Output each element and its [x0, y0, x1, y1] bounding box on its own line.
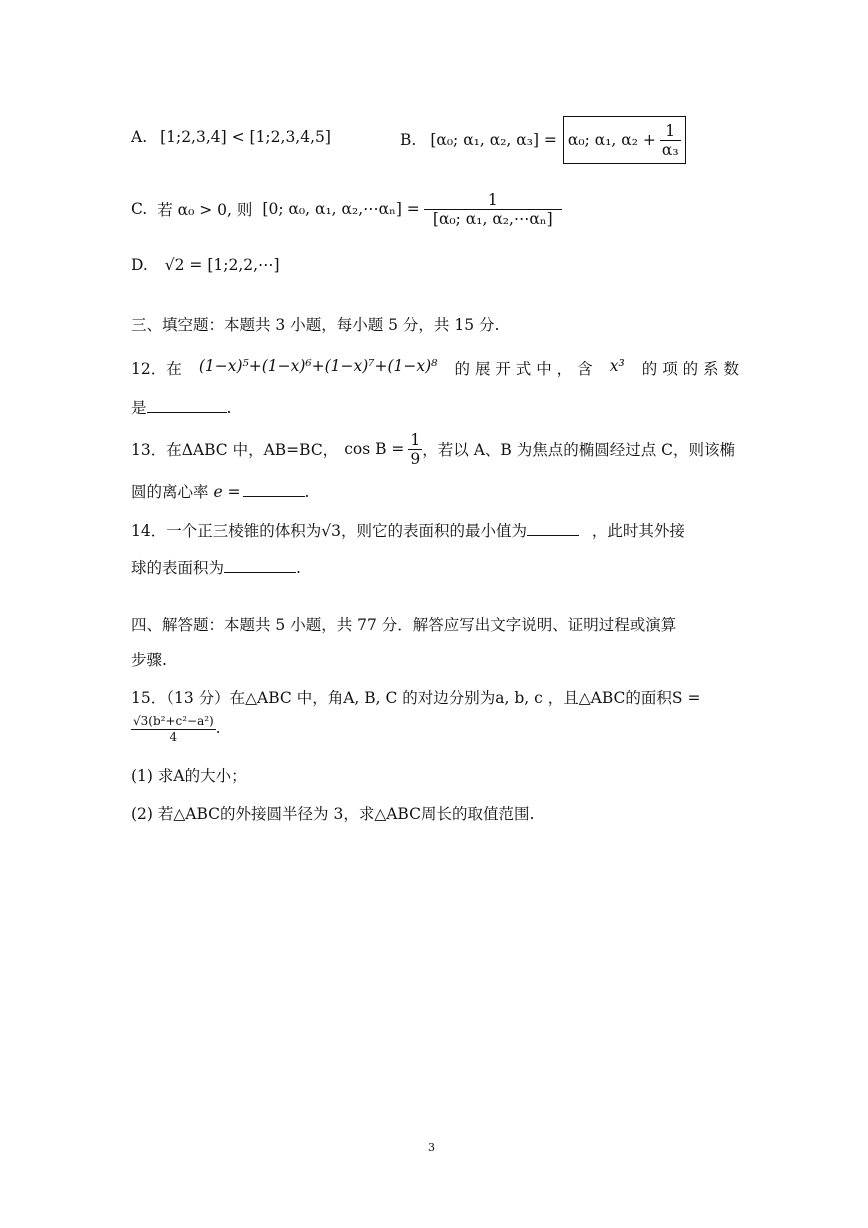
- section-3-heading: 三、填空题：本题共 3 小题，每小题 5 分，共 15 分.: [131, 316, 500, 334]
- option-b-frac-num: 1: [660, 122, 681, 141]
- question-15-area-fraction: [131, 714, 221, 745]
- q12-prefix: 12．在: [131, 360, 182, 378]
- option-d: [131, 256, 280, 274]
- q12-term: x³: [609, 357, 625, 375]
- q14-answer-blank-2[interactable]: [224, 558, 296, 573]
- question-14-line-1: [131, 519, 685, 541]
- option-b-lhs: [α₀; α₁, α₂, α₃] =: [430, 131, 557, 149]
- option-c-frac-num: 1: [424, 191, 562, 210]
- option-b-rhs-prefix: α₀; α₁, α₂ +: [567, 131, 656, 149]
- option-c-frac-den: [α₀; α₁, α₂,⋯αₙ]: [432, 209, 553, 228]
- option-b-bracket: [563, 116, 686, 164]
- option-c: [131, 186, 562, 232]
- q12-answer-blank[interactable]: [147, 398, 227, 413]
- q15-fraction: [131, 714, 216, 745]
- q14-part-b: ，此时其外接: [591, 522, 685, 540]
- question-15-line-1: 15．（13 分）在△ABC 中，角A, B, C 的对边分别为a, b, c ，且△ABC的面积S =: [131, 689, 701, 707]
- q14-answer-blank-1[interactable]: [527, 521, 579, 536]
- q13-cos: cos B =: [344, 440, 405, 458]
- q13-fraction: [408, 431, 422, 468]
- q13-frac-den: 9: [410, 449, 421, 468]
- q15-frac-den: 4: [169, 730, 178, 744]
- q12-end: 的 项 的 系 数: [641, 360, 739, 378]
- q14-line2: 球的表面积为: [131, 559, 225, 577]
- page-number: 3: [428, 1141, 435, 1154]
- q14-part-a: 14．一个正三棱锥的体积为√3，则它的表面积的最小值为: [131, 522, 527, 540]
- q12-line2-end: .: [226, 399, 232, 417]
- question-15-part-2: (2) 若△ABC的外接圆半径为 3，求△ABC周长的取值范围.: [131, 805, 535, 823]
- option-d-label: D.: [131, 256, 148, 274]
- option-a-label: A.: [131, 128, 148, 146]
- q14-line2-end: .: [296, 559, 301, 577]
- q13-answer-blank[interactable]: [243, 482, 305, 497]
- q13-part-a: 13．在ΔABC 中，AB=BC，: [131, 441, 339, 459]
- question-13-line-2: [131, 480, 309, 502]
- option-a-text: [1;2,3,4] < [1;2,3,4,5]: [160, 128, 331, 146]
- q15-frac-period: .: [215, 719, 221, 737]
- section-4-heading-line-1: 四、解答题：本题共 5 小题，共 77 分．解答应写出文字说明、证明过程或演算: [131, 616, 677, 634]
- option-b-frac-den: α₃: [661, 140, 679, 159]
- option-b: [400, 116, 686, 164]
- question-12-line-1: [131, 357, 739, 379]
- option-b-label: B.: [400, 131, 417, 149]
- q13-frac-num: 1: [410, 430, 421, 449]
- q13-part-b: ，若以 A、B 为焦点的椭圆经过点 C，则该椭: [422, 441, 735, 459]
- option-c-fraction: [424, 191, 562, 228]
- question-15-part-1: (1) 求A的大小；: [131, 767, 247, 785]
- q12-line2-prefix: 是: [131, 399, 147, 417]
- option-c-cond: 若 α₀ > 0, 则: [157, 201, 253, 219]
- option-c-lhs: [0; α₀, α₁, α₂,⋯αₙ] =: [262, 200, 420, 218]
- q12-expression: (1−x)⁵+(1−x)⁶+(1−x)⁷+(1−x)⁸: [198, 357, 438, 375]
- option-c-label: C.: [131, 200, 148, 218]
- q13-line2-end: .: [304, 483, 310, 501]
- q12-suffix: 的 展 开 式 中 ， 含: [454, 360, 593, 378]
- question-12-line-2: [131, 396, 231, 418]
- q13-line2: 圆的离心率: [131, 483, 209, 501]
- question-13-line-1: [131, 428, 735, 470]
- question-14-line-2: [131, 556, 301, 578]
- option-d-text: √2 = [1;2,2,⋯]: [164, 256, 280, 274]
- option-a: [131, 128, 331, 146]
- q13-e: e =: [213, 483, 241, 501]
- section-4-heading-line-2: 步骤.: [131, 651, 167, 669]
- q15-frac-num: √3(b²+c²−a²): [133, 714, 214, 728]
- option-b-fraction: [660, 122, 681, 159]
